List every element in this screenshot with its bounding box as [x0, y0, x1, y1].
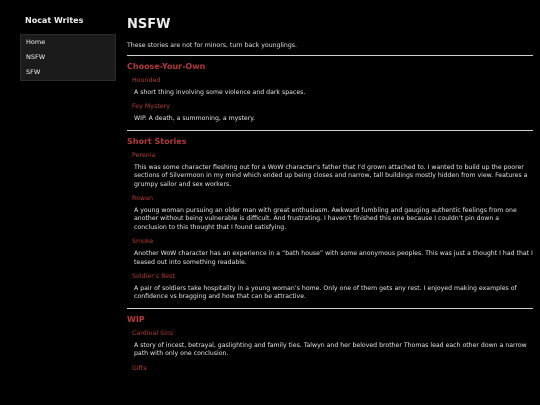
story-description: Another WoW character has an experience in a “bath house” with some anonymous peoples. This was just a thought I had that I teased out into something readable.	[134, 250, 533, 266]
divider	[127, 308, 533, 309]
story-description: A short thing involving some violence and dark spaces.	[134, 89, 306, 96]
story-link-gifts[interactable]: Gifts	[132, 364, 147, 372]
nav-menu	[20, 34, 116, 81]
story-description: WIP. A death, a summoning, a mystery.	[134, 115, 256, 123]
story-link-soldiers-rest[interactable]: Soldier’s Rest	[132, 273, 175, 281]
nav-item-sfw[interactable]: SFW	[26, 68, 41, 76]
sidebar	[20, 16, 116, 81]
story-link-smoke[interactable]: Smoke	[132, 238, 154, 246]
story-link-fey-mystery[interactable]: Fey Mystery	[132, 103, 170, 111]
section-wip	[127, 315, 533, 372]
section-title: WIP	[127, 314, 145, 324]
story-description: This was some character fleshing out for a WoW character’s father that I’d grown attached to. I wanted to build up the poorer sections of Silvermoon in my mind which ended up being closes and narrow, tall buildings mostly hidden from view. Features a grumpy sailor and sex workers.	[134, 163, 528, 188]
story-link-cardinal-sins[interactable]: Cardinal Sins	[132, 329, 174, 337]
story-link-hounded[interactable]: Hounded	[132, 77, 161, 84]
divider	[127, 55, 533, 56]
site-title: Nocat Writes	[25, 16, 84, 25]
story-description: A pair of soldiers take hospitality in a young woman’s home. Only one of them gets any rest. I enjoyed making examples of confidence vs bragging and how that can be attractive.	[134, 285, 517, 301]
divider	[127, 130, 533, 131]
story-link-perenia[interactable]: Perenia	[132, 151, 156, 159]
nav-item-nsfw[interactable]: NSFW	[26, 53, 46, 61]
nav-item-home[interactable]: Home	[26, 38, 46, 46]
story-description: A young woman pursuing an older man with great enthusiasm. Awkward fumbling and gauging authentic feelings from one another without being vulnerable is difficult. And frustrating. I haven’t finished this one because I couldn’t pin down a conclusion to this thought that I found satisfying.	[134, 207, 517, 231]
page-intro: These stories are not for minors, turn back younglings.	[127, 42, 297, 49]
story-link-rowan[interactable]: Rowan	[132, 195, 153, 203]
section-short-stories	[127, 137, 533, 302]
section-title: Choose-Your-Own	[127, 62, 206, 71]
story-description: A story of incest, betrayal, gaslighting and family ties. Talwyn and her beloved brother Thomas lead each other down a narrow path with only one conclusion.	[134, 341, 527, 358]
page-title: NSFW	[127, 17, 171, 32]
section-title: Short Stories	[127, 136, 187, 146]
section-choose-your-own	[127, 62, 533, 124]
main-content	[127, 14, 533, 377]
